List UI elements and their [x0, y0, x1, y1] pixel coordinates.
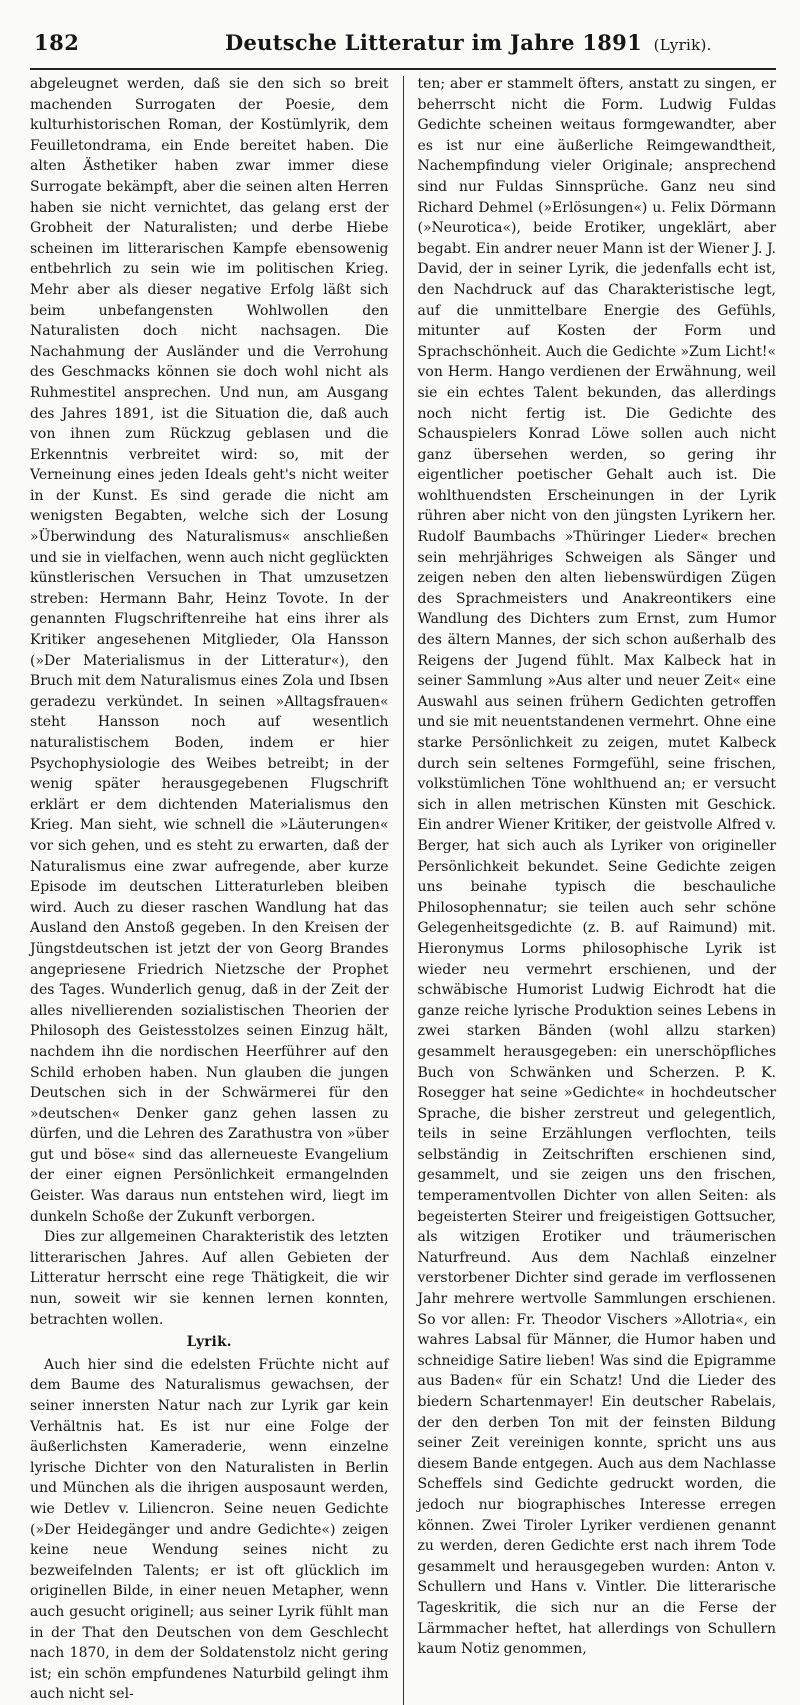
right-column — [418, 74, 777, 1705]
running-subtitle: (Lyrik). — [653, 36, 712, 54]
running-head — [30, 28, 776, 70]
section-heading-lyrik: Lyrik. — [186, 1334, 232, 1351]
left-paragraph-2: Dies zur allgemeinen Charakteristik des letzten litterarischen Jahres. Auf allen Gebieten der Litteratur herrscht eine rege Thätigkeit, die wir nun, soweit wir sie kennen lernen konnten, betrachten wollen. — [30, 1229, 389, 1328]
left-paragraph-3: Auch hier sind die edelsten Früchte nicht auf dem Baume des Naturalismus gewachsen, der seiner innersten Natur nach zur Lyrik gar kein Verhältnis hat. Es ist nur eine Folge der äußerlichsten Kameraderie, wenn einzelne lyrische Dichter von den Naturalisten in Berlin und München als die ihrigen ausposaunt werden, wie Detlev v. Liliencron. Seine neuen Gedichte (»Der Heidegänger und andre Gedichte«) zeigen keine neue Wendung seines nicht zu bezweifelnden Talents; er ist oft glücklich im originellen Bilde, in einer neuen Metapher, wenn auch gesucht originell; aus seiner Lyrik fühlt man in der That den Deutschen von dem Geschlecht nach 1870, in dem der Soldatenstolz nicht gering ist; ein schön empfundenes Naturbild gelingt ihm auch nicht sel- — [30, 1356, 389, 1703]
text-columns — [30, 74, 776, 1705]
left-paragraph-1: abgeleugnet werden, daß sie den sich so breit machenden Surrogaten der Poesie, dem kulturhistorischen Roman, der Kostümlyrik, dem Feuilletondrama, ein Ende bereitet haben. Die alten Ästhetiker haben zwar immer diese Surrogate bekämpft, aber die seinen alten Herren haben sie nicht vernichtet, das gelang erst der Grobheit der Naturalisten; und derbe Hiebe scheinen im litterarischen Kampfe ebensowenig entbehrlich zu sein wie im politischen Krieg. Mehr aber als dieser negative Erfolg läßt sich beim unbefangensten Wohlwollen den Naturalisten doch nicht nachsagen. Die Nachahmung der Ausländer und die Verrohung des Geschmacks können sie doch wohl nicht als Ruhmestitel ansprechen. Und nun, am Ausgang des Jahres 1891, ist die Situation die, daß auch von ihnen zum Rückzug geblasen und die Erkenntnis verbreitet wird: so, mit der Verneinung eines jeden Ideals geht's nicht weiter in der Kunst. Es sind gerade die nicht am wenigsten Begabten, welche sich der Losung »Überwindung des Naturalismus« anschließen und sie in vielfachen, wenn auch nicht geglückten künstlerischen Versuchen in That umzusetzen streben: Hermann Bahr, Heinz Tovote. In der genannten Flugschriftenreihe hat eins ihrer als Kritiker angesehenen Mitglieder, Ola Hansson (»Der Materialismus in der Litteratur«), den Bruch mit dem Naturalismus eines Zola und Ibsen geradezu verkündet. In seinen »Alltagsfrauen« steht Hansson noch auf wesentlich naturalistischem Boden, indem er hier Psychophysiologie des Weibes betreibt; in der wenig später herausgegebenen Flugschrift erklärt er dem dichtenden Materialismus den Krieg. Man sieht, wie schnell die »Läuterungen« vor sich gehen, und es steht zu erwarten, daß der Naturalismus eine zwar aufregende, aber kurze Episode im deutschen Litteraturleben bleiben wird. Auch zu dieser raschen Wandlung hat das Ausland den Anstoß gegeben. In den Kreisen der Jüngstdeutschen ist jetzt der von Georg Brandes angepriesene Friedrich Nietzsche der Prophet des Tages. Wunderlich genug, daß in der Zeit der alles nivellierenden sozialistischen Theorien der Philosoph des Geistesstolzes seinen Einzug hält, nachdem ihn die nordischen Heerführer auf den Schild erhoben haben. Nun glauben die jungen Deutschen sich in der Schwärmerei für den »deutschen« Denker ganz gehen lassen zu dürfen, und die Lehren des Zarathustra von »über gut und böse« sind das allerneueste Evangelium der einer eignen Persönlichkeit ermangelnden Geister. Was daraus nun entstehen wird, liegt im dunkeln Schoße der Zukunft verborgen. — [30, 76, 389, 1225]
column-divider — [403, 76, 404, 1705]
running-title-text: Deutsche Litteratur im Jahre 1891 — [225, 30, 643, 55]
running-title — [225, 30, 712, 55]
page-number: 182 — [34, 30, 80, 55]
right-paragraph-1: ten; aber er stammelt öfters, anstatt zu singen, er beherrscht nicht die Form. Ludwig Fuldas Gedichte scheinen weitaus formgewandter, aber es ist nur eine äußerliche Reimgewandtheit, Nachempfindung vieler Originale; ansprechend sind nur Fuldas Sinnsprüche. Ganz neu sind Richard Dehmel (»Erlösungen«) u. Felix Dörmann (»Neurotica«), beide Erotiker, ungeklärt, aber begabt. Ein andrer neuer Mann ist der Wiener J. J. David, der in seiner Lyrik, die jedenfalls echt ist, den Nachdruck auf das Charakteristische legt, auf die unmittelbare Energie des Gefühls, mitunter auf Kosten der Form und Sprachschönheit. Auch die Gedichte »Zum Licht!« von Herm. Hango verdienen der Erwähnung, weil sie ein echtes Talent bekunden, das allerdings noch nicht fertig ist. Die Gedichte des Schauspielers Konrad Löwe sollen auch nicht ganz übersehen werden, so gering ihr eigentlicher poetischer Gehalt auch ist. Die wohlthuendsten Erscheinungen in der Lyrik rühren aber nicht von den jüngsten Lyrikern her. Rudolf Baumbachs »Thüringer Lieder« brechen sein mehrjähriges Schweigen als Sänger und zeigen neben den alten liebenswürdigen Zügen des Sprachmeisters und Anakreontikers eine Wandlung des Dichters zum Ernst, zum Humor des ältern Mannes, der sich schon außerhalb des Reigens der Jugend fühlt. Max Kalbeck hat in seiner Sammlung »Aus alter und neuer Zeit« eine Auswahl aus seinen frühern Gedichten getroffen und sie mit neuentstandenen vermehrt. Ohne eine starke Persönlichkeit zu zeigen, mutet Kalbeck durch sein seltenes Formgefühl, seine frischen, volkstümlichen Töne wohlthuend an; er versucht sich in allen metrischen Künsten mit Geschick. Ein andrer Wiener Kritiker, der geistvolle Alfred v. Berger, hat sich auch als Lyriker von origineller Persönlichkeit bekundet. Seine Gedichte zeigen uns beinahe typisch die beschauliche Philosophennatur; sie teilen auch sehr schöne Gelegenheitsgedichte (z. B. auf Raimund) mit. Hieronymus Lorms philosophische Lyrik ist wieder neu vermehrt erschienen, und der schwäbische Humorist Ludwig Eichrodt hat die ganze reiche lyrische Produktion seines Lebens in zwei starken Bänden (wohl allzu starken) gesammelt herausgegeben: ein unerschöpfliches Buch von Schwänken und Scherzen. P. K. Rosegger hat seine »Gedichte« in hochdeutscher Sprache, die bisher zerstreut und gelegentlich, teils in seine Erzählungen verflochten, teils selbständig in Zeitschriften erschienen sind, gesammelt, und sie zeigen uns den frischen, temperamentvollen Dichter von allen Seiten: als begeisterten Steirer und freigeistigen Gottsucher, als witzigen Erotiker und träumerischen Naturfreund. Aus dem Nachlaß einzelner verstorbener Dichter sind gerade im verflossenen Jahr mehrere wertvolle Sammlungen erschienen. So vor allen: Fr. Theodor Vischers »Allotria«, ein wahres Labsal für Männer, die Humor haben und schneidige Satire lieben! Was sind die Epigramme aus Baden« für ein Schatz! Und die Lieder des biedern Schartenmayer! Ein deutscher Rabelais, der den derben Ton mit der feinsten Bildung seiner Zeit vereinigen konnte, spricht uns aus diesem Bande entgegen. Auch aus dem Nachlasse Scheffels sind Gedichte gedruckt worden, die jedoch nur biographisches Interesse erregen können. Zwei Tiroler Lyriker verdienen genannt zu werden, deren Gedichte erst nach ihrem Tode gesammelt und herausgegeben wurden: Anton v. Schullern und Hans v. Vintler. Die litterarische Tageskritik, die sich nur an die Ferse der Lärmmacher heftet, hat allerdings von Schullern kaum Notiz genommen, — [417, 76, 777, 1658]
left-column — [30, 74, 389, 1705]
